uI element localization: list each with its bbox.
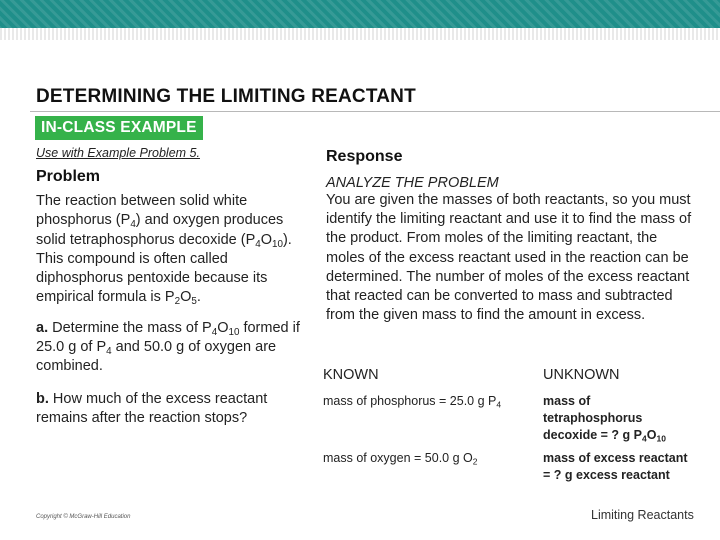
in-class-example-badge: IN-CLASS EXAMPLE xyxy=(35,116,203,140)
unknown-item-product: mass of tetraphosphorus decoxide = ? g $P_4O_{10}$ xyxy=(543,394,666,444)
question-a-label: a. xyxy=(36,319,49,336)
problem-text: The reaction between solid white phosphorus $(P_4)$ and oxygen produces solid tetraphosphorus decoxide $(P_4O_{10})$. This compound is often called diphosphorus pentoxide because its empirical formula is $P_2O_5$. xyxy=(36,193,292,308)
title-divider xyxy=(30,111,720,112)
known-heading: KNOWN xyxy=(323,367,379,383)
use-with-note: Use with Example Problem 5. xyxy=(36,146,200,160)
question-b-label: b. xyxy=(36,390,49,407)
question-b xyxy=(36,390,304,429)
problem-column xyxy=(36,168,304,428)
header-stripe xyxy=(0,28,720,40)
question-a xyxy=(36,319,304,377)
section-footer: Limiting Reactants xyxy=(591,508,694,522)
question-b-text: How much of the excess reactant remains after the reaction stops? xyxy=(36,390,268,426)
unknown-item-excess: mass of excess reactant = ? g excess reactant xyxy=(543,451,688,482)
response-column xyxy=(326,148,696,325)
known-item-phosphorus: mass of phosphorus = 25.0 g $P_4$ xyxy=(323,394,502,410)
problem-heading: Problem xyxy=(36,168,101,185)
analysis-text: You are given the masses of both reactants, so you must identify the limiting reactant and use it to find the mass of the product. From moles of the limiting reactant, the moles of the excess reactant used in the reaction can be determined. The number of moles of the excess reactant that reacted can be converted to mass and subtracted from the given mass to find the amount in excess. xyxy=(326,192,692,324)
slide-title: DETERMINING THE LIMITING REACTANT xyxy=(36,86,416,107)
unknown-heading: UNKNOWN xyxy=(543,367,620,383)
known-item-oxygen: mass of oxygen = 50.0 g $O_2$ xyxy=(323,451,478,467)
copyright-note: Copyright © McGraw-Hill Education xyxy=(36,514,131,520)
analyze-label: ANALYZE THE PROBLEM xyxy=(326,175,499,191)
question-a-text: Determine the mass of $P_4O_{10}$ formed if 25.0 g of $P_4$ and 50.0 g of oxygen are combined. xyxy=(36,319,300,375)
response-heading: Response xyxy=(326,148,403,165)
